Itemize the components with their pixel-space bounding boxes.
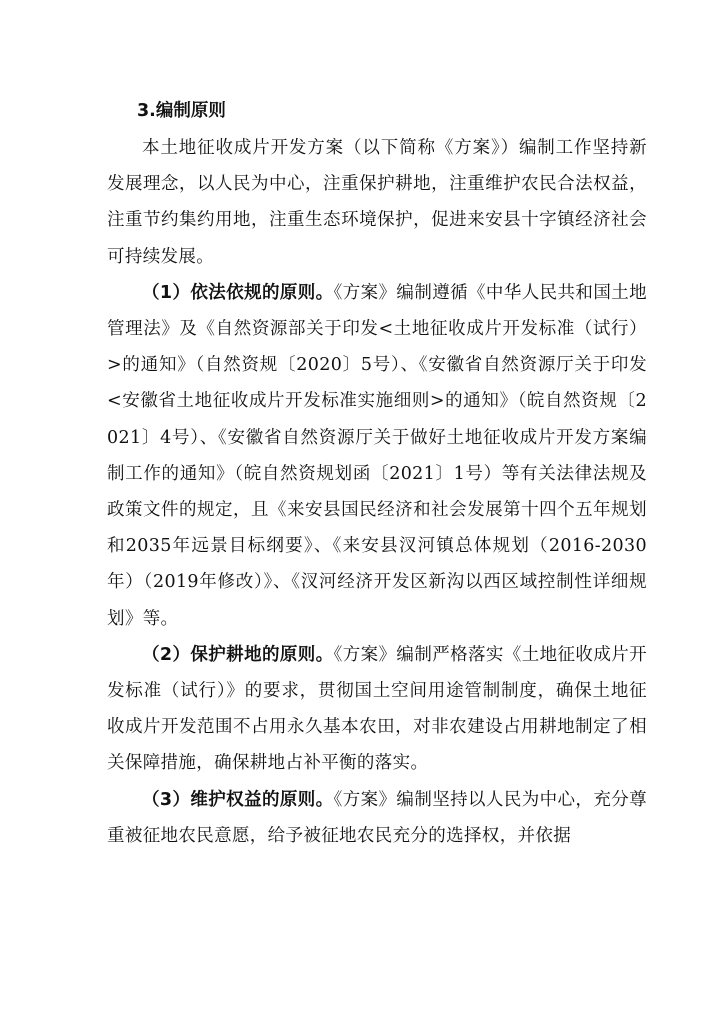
paragraph-principle-1 <box>107 275 647 637</box>
paragraph-text: 《方案》编制遵循《中华人民共和国土地管理法》及《自然资源部关于印发<土地征收成片开发标准（试行）>的通知》（自然资规〔2020〕5号）、《安徽省自然资源厅关于印发<安徽省土地征收成片开发标准实施细则>的通知》（皖自然资规〔2021〕4号）、《安徽省自然资源厅关于做好土地征收成片开发方案编制工作的通知》（皖自然资规划函〔2021〕1号）等有关法律法规及政策文件的规定，且《来安县国民经济和社会发展第十四个五年规划和2035年远景目标纲要》、《来安县汊河镇总体规划（2016-2030年）（2019年修改）》、《汊河经济开发区新沟以西区域控制性详细规划》等。 <box>107 282 647 629</box>
document-page <box>107 92 647 854</box>
paragraph-lead: （2）保护耕地的原则。 <box>142 644 334 665</box>
paragraph-intro <box>107 130 647 275</box>
paragraph-text: 本土地征收成片开发方案（以下简称《方案》）编制工作坚持新发展理念，以人民为中心，注重保护耕地，注重维护农民合法权益，注重节约集约用地，注重生态环境保护，促进来安县十字镇经济社会可持续发展。 <box>107 138 647 267</box>
section-heading: 3.编制原则 <box>137 101 226 121</box>
paragraph-principle-3 <box>107 782 647 854</box>
paragraph-lead: （3）维护权益的原则。 <box>142 789 334 810</box>
paragraph-lead: （1）依法依规的原则。 <box>142 282 334 303</box>
paragraph-text: 《方案》编制严格落实《土地征收成片开发标准（试行）》的要求，贯彻国土空间用途管制制度，确保土地征收成片开发范围不占用永久基本农田，对非农建设占用耕地制定了相关保障措施，确保耕地占补平衡的落实。 <box>107 644 647 774</box>
paragraph-text: 《方案》编制坚持以人民为中心，充分尊重被征地农民意愿，给予被征地农民充分的选择权，并依据 <box>107 789 647 846</box>
paragraph-principle-2 <box>107 637 647 782</box>
